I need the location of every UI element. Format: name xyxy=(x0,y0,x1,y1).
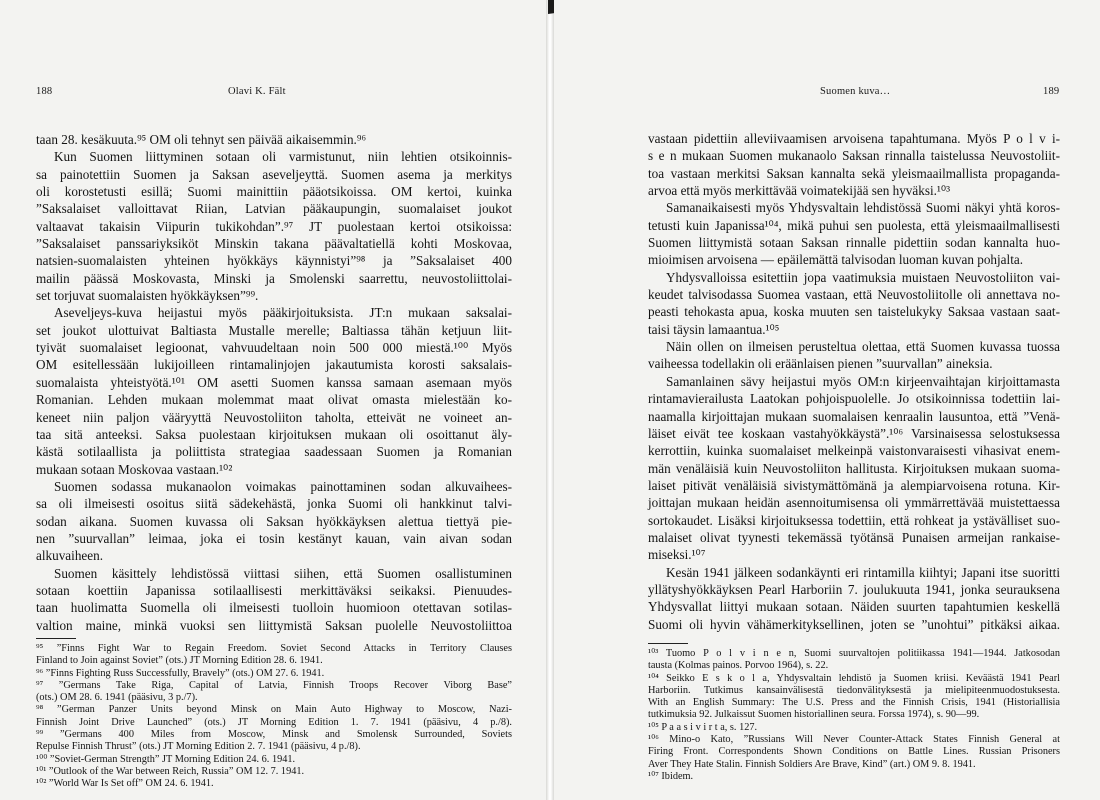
page-number: 188 xyxy=(36,86,53,97)
footnote-line: Firing Front. Correspondents Shown Conditions on Battle Lines. Russian Prisoners xyxy=(648,746,1060,758)
text-line: Yhdysvallat liittyi mukaan sotaan. Näiden suurten tapahtumien keskellä xyxy=(648,599,1060,615)
text-line: keudet talvisodassa Suomea vastaan, että Neuvostoliitolle oli annettava no- xyxy=(648,287,1060,303)
text-line: sortokaudet. Lisäksi kirjoituksessa todettiin, että rohkeat ja ystävälliset suo- xyxy=(648,512,1060,528)
footnotes xyxy=(36,643,512,791)
text-line: taa sitä anteeksi. Saksa puolestaan kirjoituksen mukaan oli osoittanut äly- xyxy=(36,426,512,442)
text-line: laiset pitivät venäläisiä sivistymättömänä ja alempiarvoisena rotuna. Kir- xyxy=(648,477,1060,493)
text-line: mioimisen arvoisena — epäilemättä talvisodan luoman kuvan pohjalta. xyxy=(648,252,1024,268)
text-line: vastaan pidettiin alleviivaamisen arvoisena tapahtumana. Myös P o l v i- xyxy=(648,131,1060,146)
text-line: Samanaikaisesti myös Yhdysvaltain lehdistössä Suomi näkyi yhtä koros- xyxy=(666,200,1060,216)
text-line: mukaan sotaan Moskovaa vastaan.¹⁰² xyxy=(36,461,233,477)
text-line: s e n mukaan Suomen mukanaolo Saksan rinnalla taistelussa Neuvostoliit- xyxy=(648,148,1060,164)
footnote-divider xyxy=(648,643,688,644)
text-line: kästä sotilaallista ja poliittista strategiaa saadessaan Suomen ja Romanian xyxy=(36,444,512,460)
footnote-line: tutkimuksia 92. Julkaissut Suomen historiallinen seura. Forssa 1974), s. 90—99. xyxy=(648,709,980,721)
text-line: taan huolimatta Suomella oli ilmeisesti tuolloin huomioon otettavan sotilas- xyxy=(36,600,512,616)
footnote-divider xyxy=(36,638,76,639)
footnote-line: tausta (Kolmas painos. Porvoo 1964), s. 22. xyxy=(648,660,829,672)
text-line: natsien-suomalaisten yhteinen hyökkäys käynnistyi”⁹⁸ ja ”Saksalaiset 400 xyxy=(36,253,512,269)
text-line: Aseveljeys-kuva heijastui myös pääkirjoituksista. JT:n mukaan saksalai- xyxy=(54,305,512,321)
page-number: 189 xyxy=(1043,86,1060,97)
text-line: Romanian. Lehden mukaan molemmat maat olivat omasta mielestään ko- xyxy=(36,392,512,408)
text-line: suomalaista yhteistyötä.¹⁰¹ OM asetti Suomen kanssa samaan asemaan myös xyxy=(36,374,512,390)
text-line: Suomi oli hyvin vähämerkityksellinen, joten se ”unohtui” pitkäksi aikaa. xyxy=(648,616,1060,632)
text-line: keneet niin paljon vääryyttä Neuvostoliiton taholta, etteivät ne voineet an- xyxy=(36,409,512,425)
text-line: taan 28. kesäkuuta.⁹⁵ OM oli tehnyt sen päivää aikaisemmin.⁹⁶ xyxy=(36,132,367,147)
text-line: malaiset olivat tyynesti tekemässä työtänsä Punaisen armeijan rankaise- xyxy=(648,529,1060,545)
footnote-line: ⁹⁸ ”German Panzer Units beyond Minsk on Main Auto Highway to Moscow, Nazi- xyxy=(36,704,512,716)
text-line: set joukot ulottuivat Baltiasta Mustalle merelle; Baltiassa tähän ketjuun liit- xyxy=(36,322,512,338)
text-line: nen ”suurvallan” leimaa, joka ei tosin kestänyt kauan, vain aivan sodan xyxy=(36,530,512,546)
text-line: set torjuvat suomalaisten hyökkäyksen”⁹⁹. xyxy=(36,288,259,304)
footnote-line: ⁹⁶ ”Finns Fighting Russ Successfully, Bravely” (ots.) OM 27. 6. 1941. xyxy=(36,667,325,679)
body-text xyxy=(648,130,1060,633)
footnote-line: ⁹⁷ ”Germans Take Riga, Capital of Latvia, Finnish Troops Recover Viborg Base” xyxy=(36,679,512,691)
text-line: joittajan mukaan heidän asennoitumisensa oli ymmärrettävää muistettaessa xyxy=(648,495,1060,511)
right-page xyxy=(554,0,1100,800)
text-line: alkuvaiheen. xyxy=(36,548,104,564)
footnote-line: ¹⁰¹ ”Outlook of the War between Reich, Russia” OM 12. 7. 1941. xyxy=(36,765,305,777)
left-page xyxy=(0,0,546,800)
text-line: Suomen sodassa mukanaolon voimakas painottaminen sodan alkuvaihees- xyxy=(54,478,512,494)
footnote-line: ¹⁰⁴ Seikko E s k o l a, Yhdysvaltain lehdistö ja Suomen kriisi. Keväästä 1941 Pearl xyxy=(648,672,1060,684)
footnote-line: Finnish Joint Drive Launched” (ots.) JT Morning Edition 1. 7. 1941 (pääsivu, 4 p./8). xyxy=(36,716,512,728)
running-head: Suomen kuva… xyxy=(820,86,891,97)
footnote-line: ¹⁰³ Tuomo P o l v i n e n, Suomi suurvaltojen politiikassa 1941—1944. Jatkosodan xyxy=(648,648,1060,659)
text-line: peasti tehokasta apua, koska muuten sen taistelukyky Saksaa vastaan saat- xyxy=(648,304,1060,320)
text-line: vaiheessa todellakin oli eräänlaisen pienen ”suurvallan” aineksia. xyxy=(648,356,993,372)
footnote-line: Aver They Hate Stalin. Finnish Soldiers Are Brave, Kind” (art.) OM 9. 8. 1941. xyxy=(648,758,976,770)
text-line: ”Saksalaiset valloittavat Riian, Latvian pääkaupungin, suomalaiset joukot xyxy=(36,201,512,217)
footnote-line: Finland to Join against Soviet” (ots.) JT Morning Edition 28. 6. 1941. xyxy=(36,655,323,667)
text-line: miseksi.¹⁰⁷ xyxy=(648,547,706,563)
text-line: läiset eivät tee koskaan vastahyökkäystä”.¹⁰⁶ Varsinaisessa selostuksessa xyxy=(648,425,1060,441)
footnote-line: ⁹⁹ ”Germans 400 Miles from Moscow, Minsk and Smolensk Surrounded, Soviets xyxy=(36,729,512,741)
footnote-line: Repulse Finnish Thrust” (ots.) JT Morning Edition 2. 7. 1941 (pääsivu, 4 p./8). xyxy=(36,741,361,753)
body-text xyxy=(36,131,512,634)
text-line: sotaan koettiin Japanissa sotilaallisesti merkittäväksi seikaksi. Pienuudes- xyxy=(36,582,512,598)
text-line: Kun Suomen liittyminen sotaan oli varmistunut, niin lehtien otsikoinnis- xyxy=(54,149,512,165)
footnote-line: ¹⁰⁰ ”Soviet-German Strength” JT Morning Edition 24. 6. 1941. xyxy=(36,753,296,765)
text-line: valtaavat takaisin Viipurin tukikohdan”.⁹⁷ JT puolestaan kertoi otsikoissa: xyxy=(36,218,512,234)
text-line: Yhdysvalloissa esitettiin jopa vaatimuksia muistaen Neuvostoliiton vai- xyxy=(666,269,1060,285)
text-line: Suomen käsittely lehdistössä viittasi siihen, että Suomen osallistuminen xyxy=(54,565,512,581)
text-line: kerrottiin, kuinka suomalaiset melkeinpä vaistonvaraisesti vihasivat enem- xyxy=(648,443,1060,459)
text-line: valtion maine, minkä vuoksi sen liittymistä Saksan puolelle Neuvostoliittoa xyxy=(36,617,512,633)
text-line: toa vastaan merkitsi Saksan kannalta sekä yleismaailmallista propaganda- xyxy=(648,165,1060,181)
text-line: Näin ollen on ilmeisen perusteltua olettaa, että Suomen kuvassa tuossa xyxy=(666,339,1060,355)
text-line: Samanlainen sävy heijastui myös OM:n kirjeenvaihtajan kirjoittamasta xyxy=(666,373,1060,389)
text-line: tyivät suomalaiset legioonat, vahvuudeltaan noin 500 000 miestä.¹⁰⁰ Myös xyxy=(36,340,512,356)
text-line: sa painotettiin Suomen ja Saksan aseveljeyttä. Suomen asema ja merkitys xyxy=(36,166,512,182)
text-line: sa oli ilmeisesti osoitus siitä sädekehästä, jonka Suomi oli hankkinut talvi- xyxy=(36,496,512,512)
running-head: Olavi K. Fält xyxy=(228,86,286,97)
text-line: rintamavierailusta Laatokan pohjoispuolelle. Jo otsikoinnissa todettiin lai- xyxy=(648,391,1060,407)
footnote-line: ¹⁰² ”World War Is Set off” OM 24. 6. 1941. xyxy=(36,778,214,790)
footnote-line: Harboriin. Tutkimus kansainvälisestä tiedonvälityksestä ja mielipiteenmuodostuksesta. xyxy=(648,684,1060,696)
footnote-line: ⁹⁵ ”Finns Fight War to Regain Freedom. Soviet Second Attacks in Territory Clauses xyxy=(36,643,512,654)
text-line: sodan aikana. Suomen kuvassa oli Saksan hyökkäyksen alettua tiettyä pie- xyxy=(36,513,512,529)
footnotes xyxy=(648,648,1060,783)
footnote-line: ¹⁰⁷ Ibidem. xyxy=(648,770,694,782)
book-gutter xyxy=(546,0,554,800)
text-line: oli korostetusti esillä; Suomi mainittiin pääotsikoissa. OM kertoi, kuinka xyxy=(36,184,512,200)
text-line: naamalla kirjoittajan mukaan suomalaisen kenraalin lausuntoa, että ”Venä- xyxy=(648,408,1060,424)
text-line: Kesän 1941 jälkeen sodankäynti eri rintamilla kiihtyi; Japani itse suoritti xyxy=(666,564,1060,580)
text-line: mailin päässä Moskovasta, Minski ja Smolenski saarrettu, neuvostoliittolai- xyxy=(36,270,512,286)
text-line: Suomen liittymistä sotaan Saksan rinnalle pidettiin sodan kannalta huo- xyxy=(648,235,1060,251)
text-line: taisi täysin lamaantua.¹⁰⁵ xyxy=(648,321,780,337)
text-line: yllätyshyökkäyksen Pearl Harboriin 7. joulukuuta 1941, jonka seurauksena xyxy=(648,581,1060,597)
text-line: män venäläisiä kuin Neuvostoliiton hallitusta. Kirjoituksen mukaan suoma- xyxy=(648,460,1060,476)
text-line: tetusti kuin Japanissa¹⁰⁴, mikä puhui sen puolesta, että yleismaailmallisesti xyxy=(648,217,1060,233)
footnote-line: With an English Summary: The U.S. Press and the Finnish Crisis, 1941 (Historiallisia xyxy=(648,697,1060,709)
text-line: ”Saksalaiset panssariyksiköt Minskin takana päävaltatiellä kohti Moskovaa, xyxy=(36,236,512,252)
text-line: OM esitellessään lukijoilleen rintamalinjojen jakautumista korosti saksalais- xyxy=(36,357,512,373)
footnote-line: ¹⁰⁵ P a a s i v i r t a, s. 127. xyxy=(648,721,758,733)
footnote-line: ¹⁰⁶ Mino-o Kato, ”Russians Will Never Counter-Attack States Finnish General at xyxy=(648,734,1060,746)
footnote-line: (ots.) OM 28. 6. 1941 (pääsivu, 3 p./7). xyxy=(36,692,198,704)
text-line: arvoa että myös merkittävää voimatekijää sen hyväksi.¹⁰³ xyxy=(648,183,951,199)
